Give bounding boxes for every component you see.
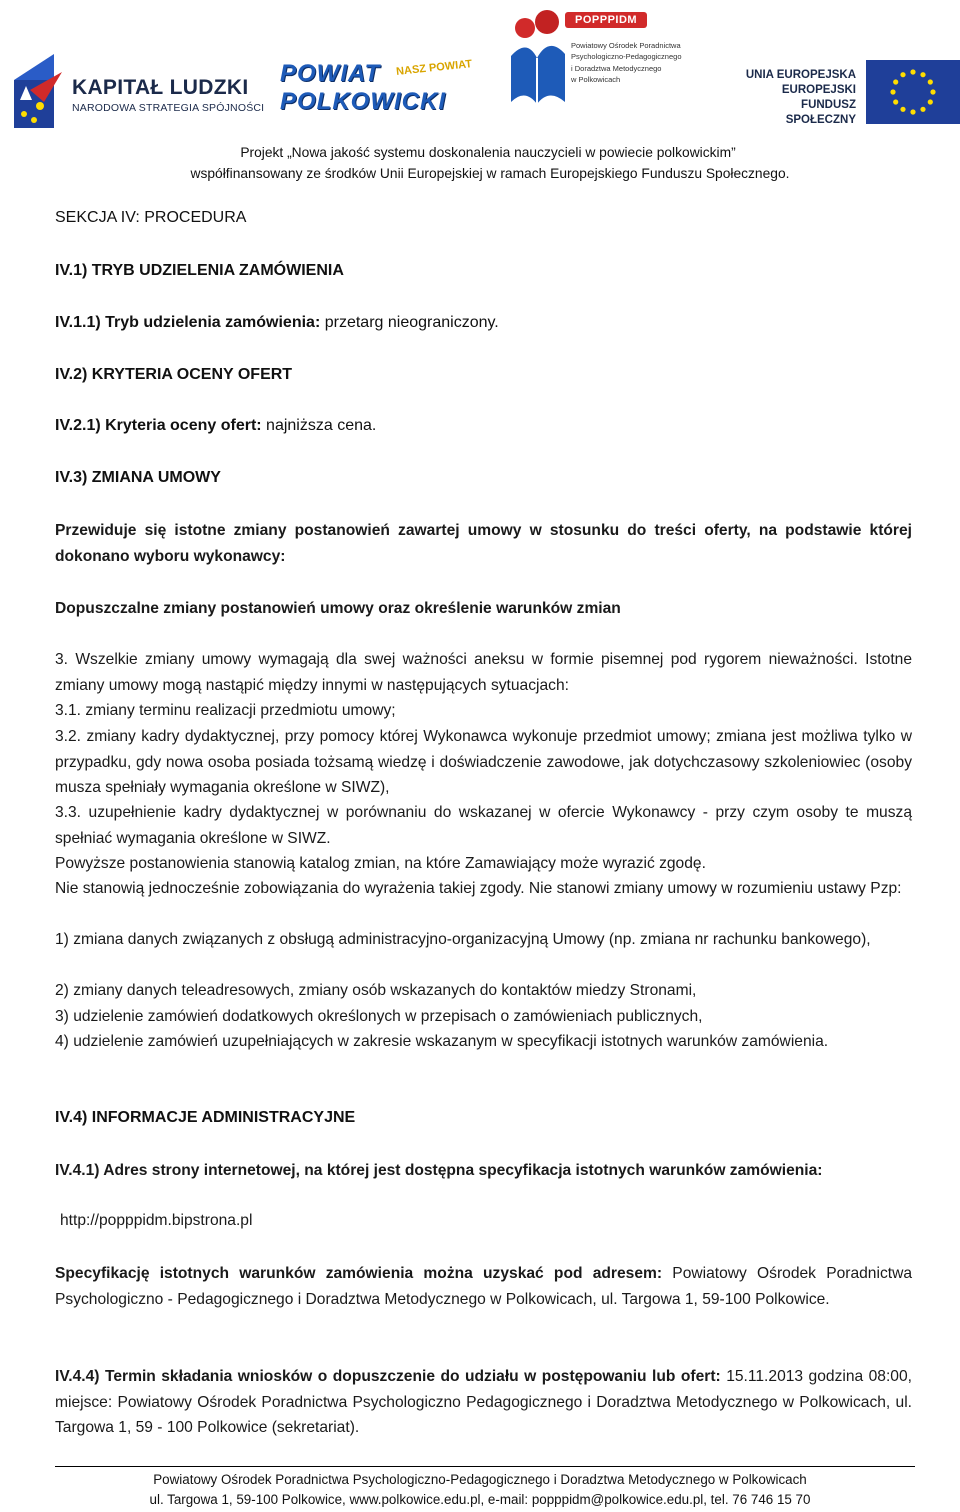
iv3-item-3-3: 3.3. uzupełnienie kadry dydaktycznej w porównaniu do wskazanej w ofercie Wykonawcy - przy czym osoby te muszą spełniać wymagania określone w SIWZ.	[55, 804, 912, 847]
specification-address-label: Specyfikację istotnych warunków zamówienia można uzyskać pod adresem:	[55, 1265, 663, 1282]
iv21-label: IV.2.1) Kryteria oceny ofert:	[55, 417, 262, 434]
popppidm-logo-text: Powiatowy Ośrodek Poradnictwa Psychologiczno-Pedagogicznego i Doradztwa Metodycznego w Polkowicach	[571, 41, 682, 85]
footer-contact: ul. Targowa 1, 59-100 Polkowice, www.polkowice.edu.pl, e-mail: popppidm@polkowice.edu.pl, tel. 76 746 15 70	[149, 1492, 811, 1507]
popppidm-badge: POPPPIDM	[565, 12, 647, 28]
iv4-heading: IV.4) INFORMACJE ADMINISTRACYJNE	[55, 1109, 356, 1126]
iv11-label: IV.1.1) Tryb udzielenia zamówienia:	[55, 314, 321, 331]
iv3-body: 3. Wszelkie zmiany umowy wymagają dla swej ważności aneksu w formie pisemnej pod rygorem nieważności. Istotne zmiany umowy mogą nastąpić między innymi w następujących sytuacjach:	[55, 651, 912, 694]
popppidm-logo	[505, 2, 705, 118]
kapital-ludzki-title: KAPITAŁ LUDZKI	[72, 76, 249, 99]
footer-institution: Powiatowy Ośrodek Poradnictwa Psychologiczno-Pedagogicznego i Doradztwa Metodycznego w Polkowicach	[153, 1472, 807, 1487]
specification-url-link[interactable]: http://popppidm.bipstrona.pl	[60, 1212, 253, 1229]
iv3-list-item-3: 3) udzielenie zamówień dodatkowych określonych w przepisach o zamówieniach publicznych,	[55, 1008, 703, 1025]
iv3-item-3-2: 3.2. zmiany kadry dydaktycznej, przy pomocy której Wykonawca wykonuje przedmiot umowy; zmiana jest możliwa tylko w przypadku, gdy nowa osoba posiada tożsamą wiedzę i doświadczenie zawodowe, jak dotychczasowy szkoleniowiec (osoby musza spełniały wymagania określone w SIWZ),	[55, 728, 912, 797]
iv3-no-obligation: Nie stanowią jednocześnie zobowiązania do wyrażenia takiej zgody. Nie stanowi zmiany umowy w rozumieniu ustawy Pzp:	[55, 880, 902, 897]
project-title-line: Projekt „Nowa jakość systemu doskonalenia nauczycieli w powiecie polkowickim”	[240, 145, 736, 160]
open-book-people-icon	[505, 2, 569, 118]
iv3-allowed-changes: Dopuszczalne zmiany postanowień umowy oraz określenie warunków zmian	[55, 600, 621, 617]
footer-divider	[55, 1466, 915, 1467]
project-funding-line: współfinansowany ze środków Unii Europejskiej w ramach Europejskiego Funduszu Społecznego.	[190, 166, 790, 181]
eu-social-fund-logo	[728, 60, 960, 124]
iv3-list-item-4: 4) udzielenie zamówień uzupełniających w zakresie wskazanym w specyfikacji istotnych warunków zamówienia.	[55, 1033, 829, 1050]
iv3-list-item-2: 2) zmiany danych teleadresowych, zmiany osób wskazanych do kontaktów miedzy Stronami,	[55, 982, 697, 999]
iv1-heading: IV.1) TRYB UDZIELENIA ZAMÓWIENIA	[55, 262, 344, 279]
iv44-deadline	[55, 1364, 912, 1441]
iv3-list-item-1: 1) zmiana danych związanych z obsługą administracyjno-organizacyjną Umowy (np. zmiana nr rachunku bankowego),	[55, 931, 871, 948]
powiat-logo-line1: POWIAT	[280, 60, 381, 87]
iv21-line	[55, 417, 912, 435]
specification-address	[55, 1261, 912, 1312]
kapital-ludzki-logo	[10, 50, 265, 132]
iv3-item-3-1: 3.1. zmiany terminu realizacji przedmiotu umowy;	[55, 702, 396, 719]
kapital-ludzki-subtitle: NARODOWA STRATEGIA SPÓJNOŚCI	[72, 102, 265, 114]
iv11-value: przetarg nieograniczony.	[320, 314, 499, 331]
page-header	[0, 0, 960, 190]
iv41-label: IV.4.1) Adres strony internetowej, na której jest dostępna specyfikacja istotnych warunków zamówienia:	[55, 1162, 823, 1179]
iv11-line	[55, 314, 912, 332]
iv3-heading: IV.3) ZMIANA UMOWY	[55, 469, 221, 486]
powiat-logo-line2: POLKOWICKI	[280, 88, 446, 115]
iv2-heading: IV.2) KRYTERIA OCENY OFERT	[55, 366, 293, 383]
iv44-value: 15.11.2013 godzina 08:00, miejsce: Powiatowy Ośrodek Poradnictwa Psychologiczno Pedagogicznego i Doradztwa Metodycznego w Polkowicach, ul. Targowa 1, 59 - 100 Polkowice (sekretariat).	[55, 1368, 912, 1437]
kapital-ludzki-emblem-icon	[10, 50, 68, 130]
iv21-value: najniższa cena.	[261, 417, 377, 434]
eu-logo-text: UNIA EUROPEJSKA EUROPEJSKI FUNDUSZ SPOŁECZNY	[745, 69, 856, 126]
iv3-catalog: Powyższe postanowienia stanowią katalog zmian, na które Zamawiający może wyrazić zgodę.	[55, 855, 706, 872]
specification-address-value: Powiatowy Ośrodek Poradnictwa Psychologiczno - Pedagogicznego i Doradztwa Metodycznego w Polkowicach, ul. Targowa 1, 59-100 Polkowice.	[55, 1265, 913, 1308]
powiat-polkowicki-logo	[280, 58, 473, 120]
eu-flag-icon	[866, 60, 960, 124]
section-title: SEKCJA IV: PROCEDURA	[55, 209, 247, 226]
iv3-intro: Przewiduje się istotne zmiany postanowień zawartej umowy w stosunku do treści oferty, na podstawie której dokonano wyboru wykonawcy:	[55, 522, 912, 565]
iv44-label: IV.4.4) Termin składania wniosków o dopuszczenie do udziału w postępowaniu lub ofert:	[55, 1368, 721, 1385]
powiat-logo-slogan: NASZ POWIAT	[395, 58, 473, 78]
